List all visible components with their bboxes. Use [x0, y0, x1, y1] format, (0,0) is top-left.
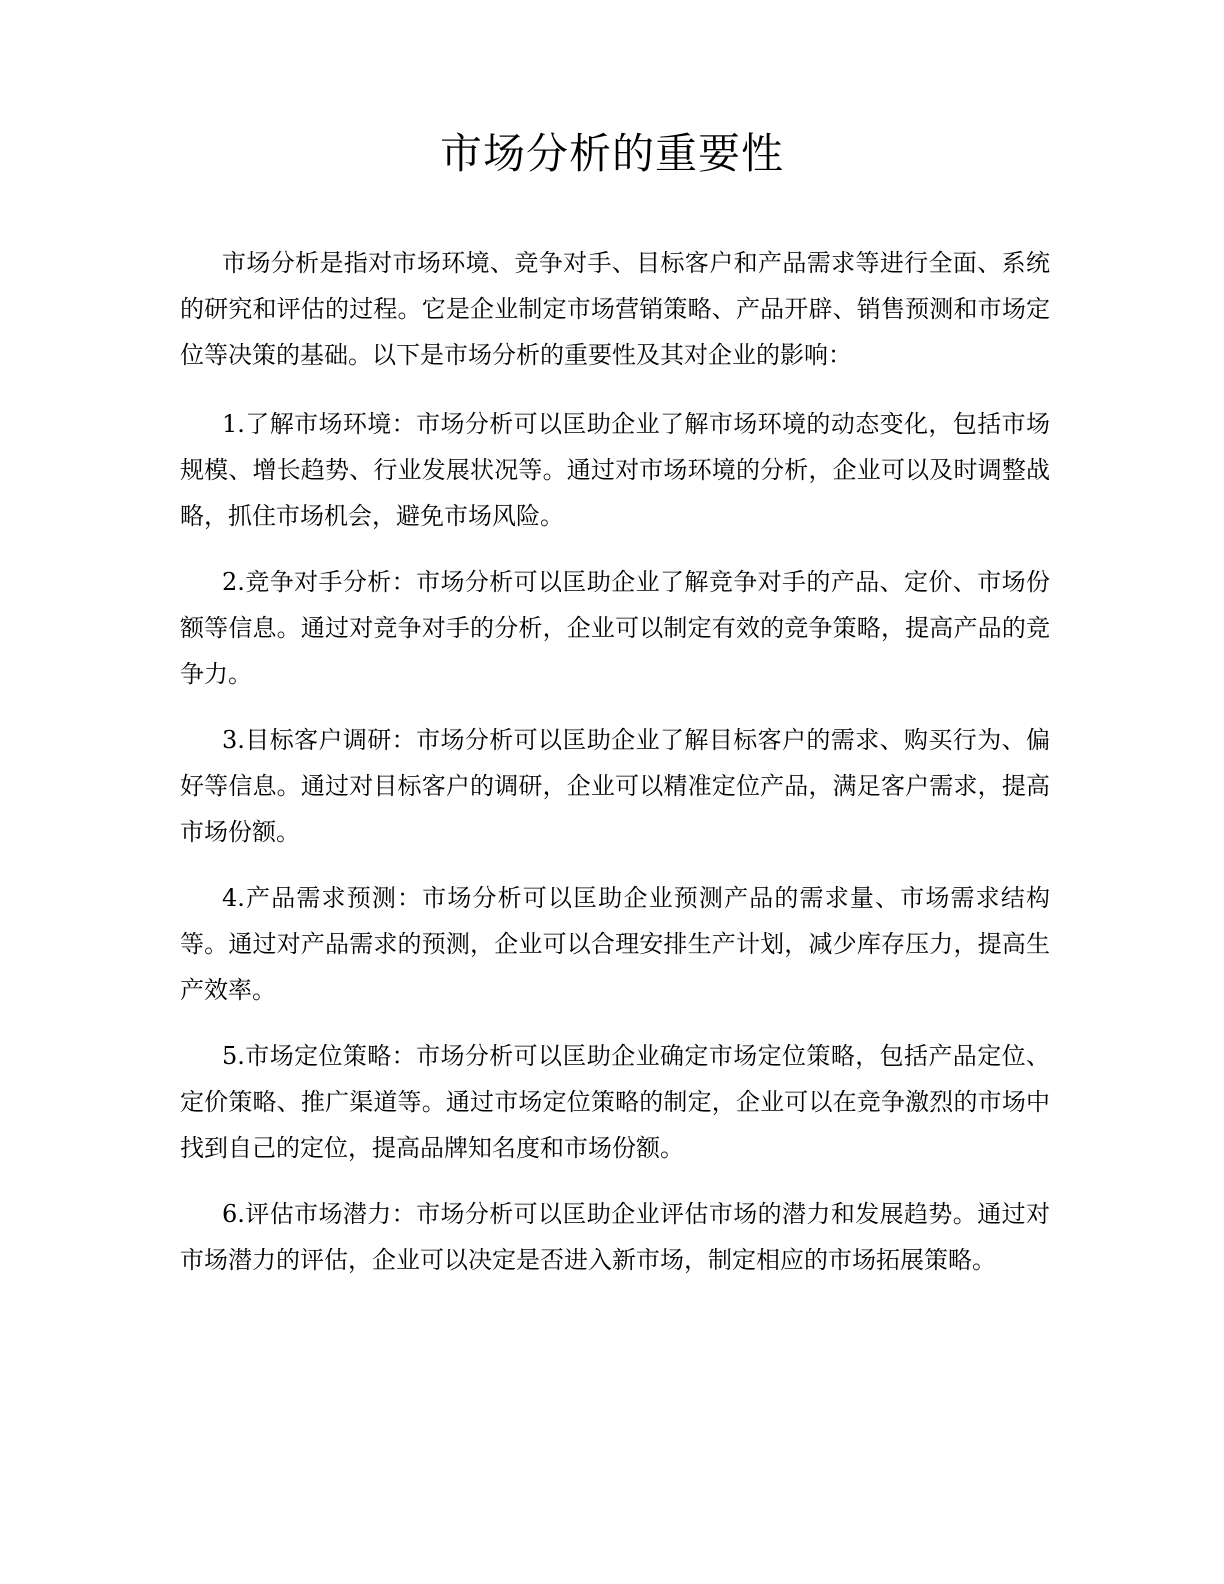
- paragraph-demand-forecast: 4.产品需求预测：市场分析可以匡助企业预测产品的需求量、市场需求结构等。通过对产品需求的预测，企业可以合理安排生产计划，减少库存压力，提高生产效率。: [180, 884, 1050, 1004]
- document-body: [180, 240, 1050, 1303]
- paragraph-competitor-analysis: 2.竞争对手分析：市场分析可以匡助企业了解竞争对手的产品、定价、市场份额等信息。通过对竞争对手的分析，企业可以制定有效的竞争策略，提高产品的竞争力。: [180, 568, 1050, 688]
- intro-paragraph: 市场分析是指对市场环境、竞争对手、目标客户和产品需求等进行全面、系统的研究和评估的过程。它是企业制定市场营销策略、产品开辟、销售预测和市场定位等决策的基础。以下是市场分析的重要性及其对企业的影响：: [180, 249, 1050, 369]
- paragraph-target-customer-research: 3.目标客户调研：市场分析可以匡助企业了解目标客户的需求、购买行为、偏好等信息。通过对目标客户的调研，企业可以精准定位产品，满足客户需求，提高市场份额。: [180, 726, 1050, 846]
- document-title: 市场分析的重要性: [439, 129, 784, 178]
- paragraph-market-potential: 6.评估市场潜力：市场分析可以匡助企业评估市场的潜力和发展趋势。通过对市场潜力的评估，企业可以决定是否进入新市场，制定相应的市场拓展策略。: [180, 1200, 1050, 1274]
- paragraph-positioning-strategy: 5.市场定位策略：市场分析可以匡助企业确定市场定位策略，包括产品定位、定价策略、推广渠道等。通过市场定位策略的制定，企业可以在竞争激烈的市场中找到自己的定位，提高品牌知名度和市场份额。: [180, 1042, 1050, 1162]
- paragraph-market-environment: 1.了解市场环境：市场分析可以匡助企业了解市场环境的动态变化，包括市场规模、增长趋势、行业发展状况等。通过对市场环境的分析，企业可以及时调整战略，抓住市场机会，避免市场风险。: [180, 410, 1050, 530]
